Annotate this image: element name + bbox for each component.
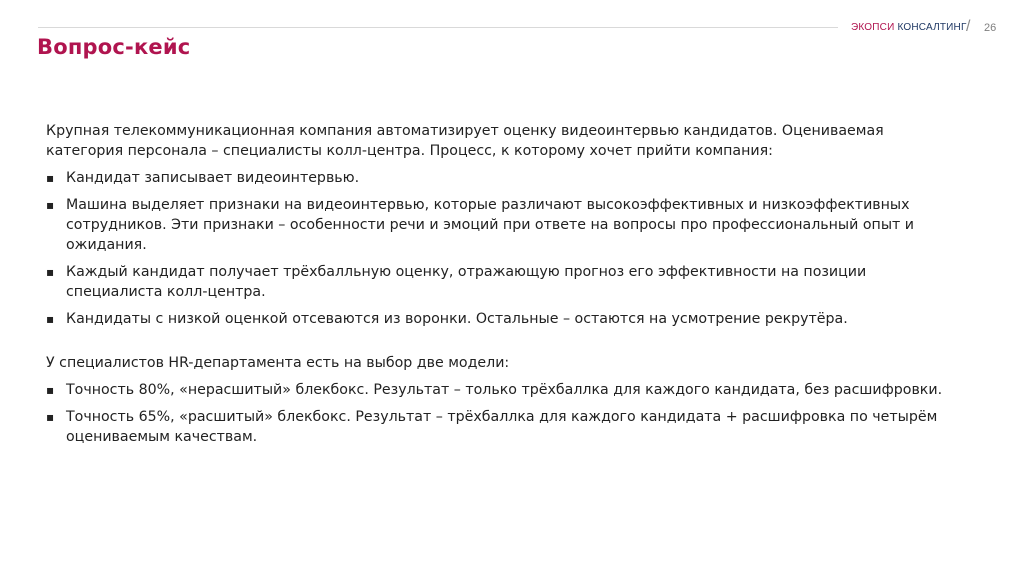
model-list-item	[46, 380, 946, 400]
page-number: 26	[984, 22, 997, 34]
process-list	[46, 168, 946, 329]
section-spacer	[46, 329, 946, 353]
model-item-text: Точность 65%, «расшитый» блекбокс. Результат – трёхбаллка для каждого кандидата + расшифровка по четырём оцениваемым качествам.	[66, 409, 938, 445]
model-list-item	[46, 407, 946, 447]
process-list-item	[46, 309, 946, 329]
process-list-item	[46, 195, 946, 255]
square-bullet-icon: ▪	[46, 265, 55, 279]
square-bullet-icon: ▪	[46, 171, 55, 185]
process-item-text: Машина выделяет признаки на видеоинтервью, которые различают высокоэффективных и низкоэффективных сотрудников. Эти признаки – особенности речи и эмоций при ответе на вопросы про профессиональный опыт и ожидания.	[66, 197, 915, 253]
square-bullet-icon: ▪	[46, 410, 55, 424]
process-list-item	[46, 168, 946, 188]
process-item-text: Кандидат записывает видеоинтервью.	[66, 170, 360, 186]
process-list-item	[46, 262, 946, 302]
square-bullet-icon: ▪	[46, 198, 55, 212]
case-intro-paragraph: Крупная телекоммуникационная компания автоматизирует оценку видеоинтервью кандидатов. Оцениваемая категория персонала – специалисты колл-центра. Процесс, к которому хочет прийти компания:	[46, 123, 884, 159]
model-item-text: Точность 80%, «нерасшитый» блекбокс. Результат – только трёхбаллка для каждого кандидата, без расшифровки.	[66, 382, 943, 398]
slide-title: Вопрос-кейс	[37, 35, 191, 59]
brand-name-part1: ЭКОПСИ	[851, 22, 895, 33]
process-item-text: Кандидаты с низкой оценкой отсеваются из воронки. Остальные – остаются на усмотрение рекрутёра.	[66, 311, 848, 327]
square-bullet-icon: ▪	[46, 383, 55, 397]
page-number-separator: /	[966, 18, 971, 35]
models-list	[46, 380, 946, 447]
header-divider	[38, 27, 838, 28]
process-item-text: Каждый кандидат получает трёхбалльную оценку, отражающую прогноз его эффективности на позиции специалиста колл-центра.	[66, 264, 867, 300]
square-bullet-icon: ▪	[46, 312, 55, 326]
slide-body	[46, 121, 946, 447]
brand-name-part2: КОНСАЛТИНГ	[897, 22, 967, 33]
company-logo	[851, 22, 967, 33]
models-intro-paragraph: У специалистов HR-департамента есть на выбор две модели:	[46, 355, 510, 371]
